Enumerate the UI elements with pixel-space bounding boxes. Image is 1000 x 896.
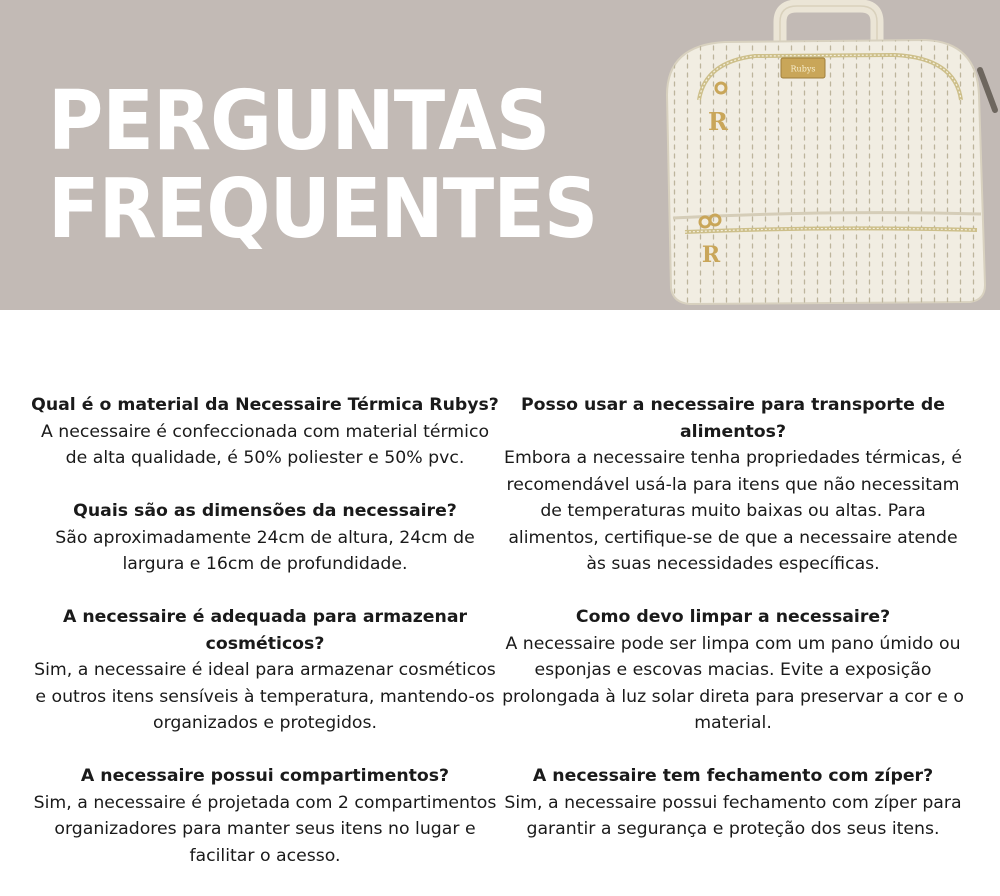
- faq-question: Quais são as dimensões da necessaire?: [73, 501, 457, 521]
- faq-question: A necessaire é adequada para armazenar cosméticos?: [62, 607, 468, 654]
- faq-item: [30, 763, 500, 869]
- svg-text:R: R: [701, 242, 721, 268]
- faq-answer: Sim, a necessaire é ideal para armazenar cosméticos e outros itens sensíveis à temperatura, mantendo-os organizados e protegidos.: [34, 660, 496, 733]
- faq-column-left: [30, 392, 500, 896]
- faq-question: Como devo limpar a necessaire?: [575, 607, 891, 627]
- faq-item: [30, 392, 500, 472]
- faq-column-right: [498, 392, 968, 869]
- faq-question: Posso usar a necessaire para transporte de alimentos?: [521, 395, 945, 442]
- product-image: [655, 0, 1000, 310]
- faq-item: [498, 763, 968, 843]
- bag-logo-text: Rubys: [790, 64, 816, 74]
- faq-answer: A necessaire é confeccionada com material térmico de alta qualidade, é 50% poliester e 50% pvc.: [40, 421, 490, 468]
- faq-answer: São aproximadamente 24cm de altura, 24cm de largura e 16cm de profundidade.: [55, 527, 475, 574]
- faq-question: Qual é o material da Necessaire Térmica Rubys?: [31, 395, 499, 415]
- faq-answer: Sim, a necessaire possui fechamento com zíper para garantir a segurança e proteção dos seus itens.: [504, 792, 962, 839]
- faq-answer: A necessaire pode ser limpa com um pano úmido ou esponjas e escovas macias. Evite a exposição prolongada à luz solar direta para preservar a cor e o material.: [502, 633, 964, 733]
- faq-item: [498, 392, 968, 578]
- faq-question: A necessaire tem fechamento com zíper?: [532, 766, 934, 786]
- faq-item: [30, 604, 500, 737]
- hero-banner: [0, 0, 1000, 310]
- faq-question: A necessaire possui compartimentos?: [80, 766, 450, 786]
- faq-answer: Embora a necessaire tenha propriedades térmicas, é recomendável usá-la para itens que não necessitam de temperaturas muito baixas ou altas. Para alimentos, certifique-se de que a necessaire atende às suas necessidades específicas.: [504, 448, 962, 574]
- faq-item: [30, 498, 500, 578]
- page-title: [48, 74, 598, 257]
- page-title-line-2: FREQUENTES: [48, 162, 598, 257]
- page-title-line-1: PERGUNTAS: [48, 74, 550, 169]
- faq-item: [498, 604, 968, 737]
- faq-answer: Sim, a necessaire é projetada com 2 compartimentos organizadores para manter seus itens no lugar e facilitar o acesso.: [33, 792, 497, 866]
- svg-text:R: R: [708, 107, 728, 136]
